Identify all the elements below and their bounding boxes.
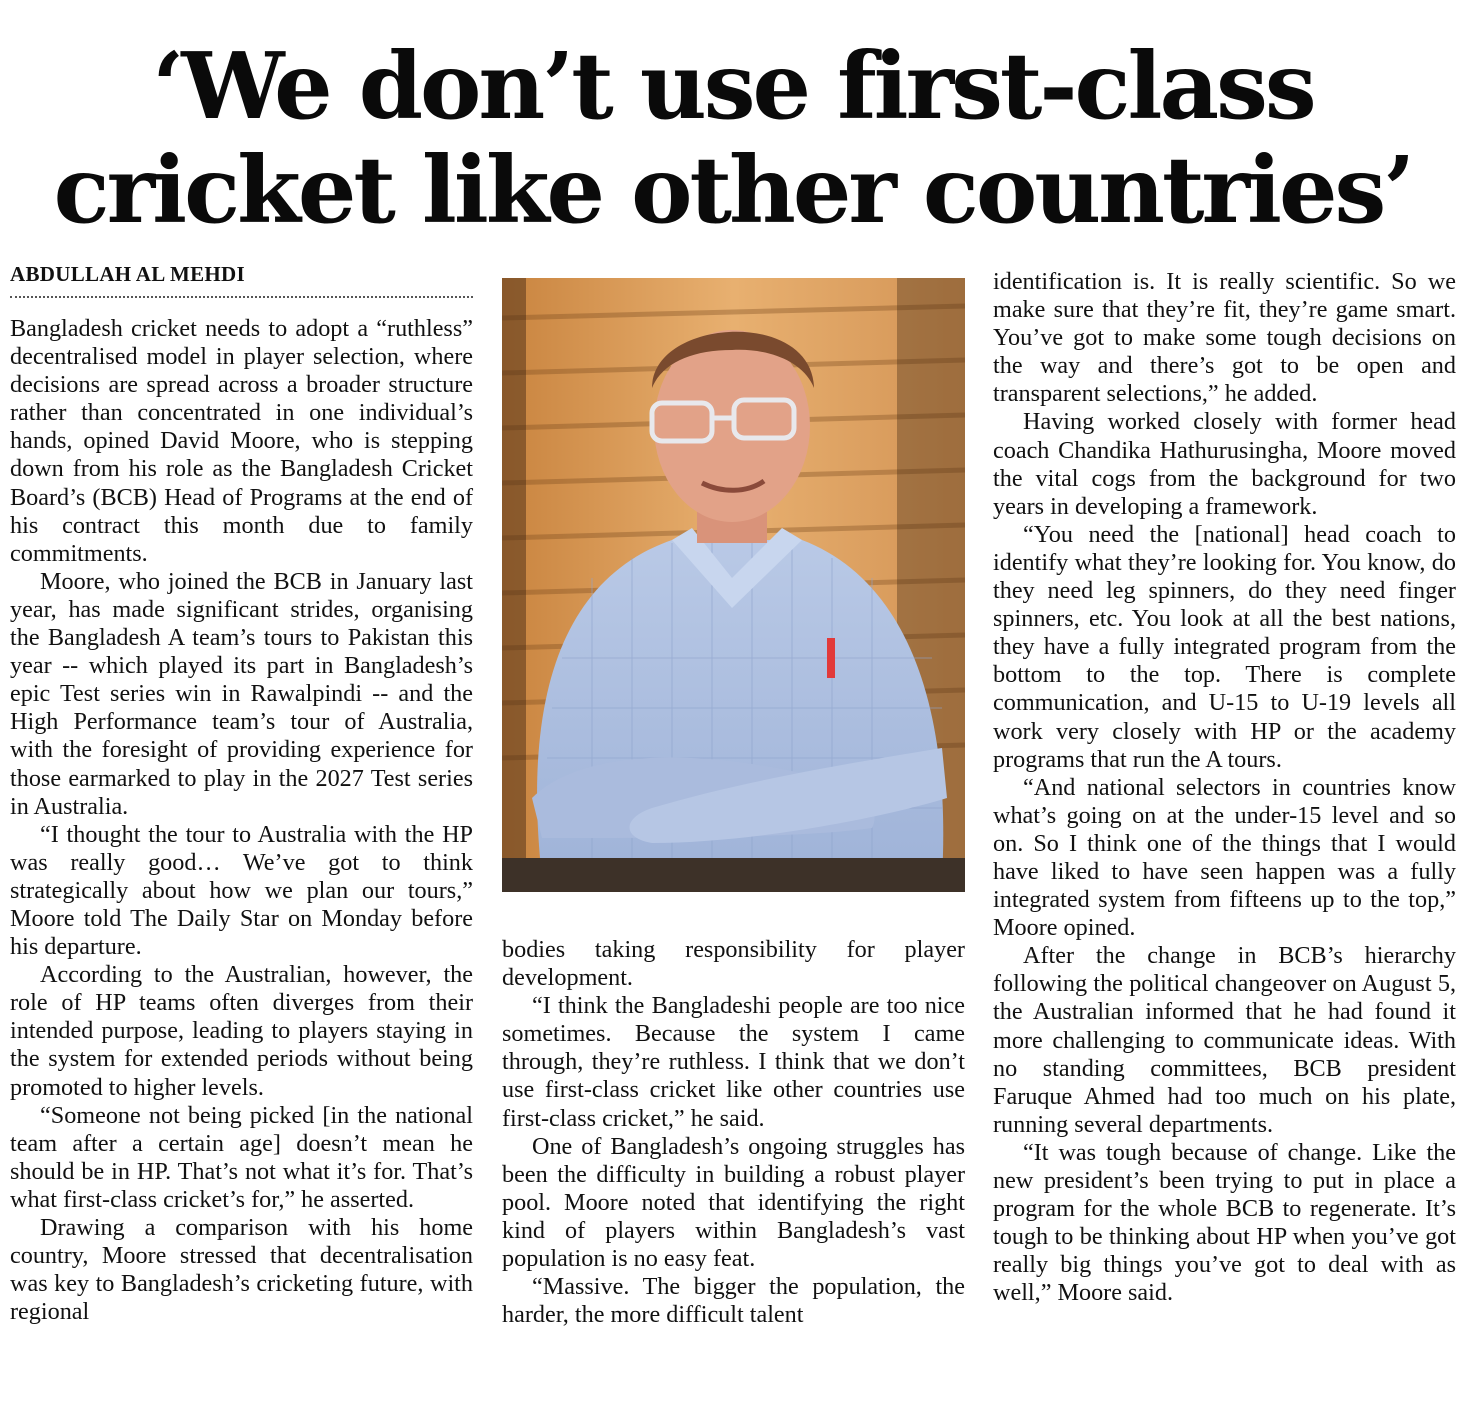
byline: ABDULLAH AL MEHDI	[10, 262, 473, 298]
paragraph: “I think the Bangladeshi people are too nice sometimes. Because the system I came through, they’re ruthless. I think that we don’t use first-class cricket like other countries use first-class cricket,” he said.	[502, 992, 965, 1132]
article-column-3	[993, 268, 1456, 1408]
portrait-illustration	[502, 278, 965, 892]
headline	[0, 34, 1466, 242]
paragraph: One of Bangladesh’s ongoing struggles has been the difficulty in building a robust player pool. Moore noted that identifying the right kind of players within Bangladesh’s vast population is no easy feat.	[502, 1132, 965, 1273]
paragraph: Having worked closely with former head coach Chandika Hathurusingha, Moore moved the vital cogs from the background for two years in developing a framework.	[993, 408, 1456, 520]
paragraph: bodies taking responsibility for player development.	[502, 936, 965, 992]
portrait-photo	[502, 278, 965, 892]
paragraph: After the change in BCB’s hierarchy following the political changeover on August 5, the Australian informed that he had found it more challenging to communicate ideas. With no standing committees, BCB president Faruque Ahmed had too much on his plate, running several departments.	[993, 942, 1456, 1138]
paragraph: identification is. It is really scientific. So we make sure that they’re fit, they’re game smart. You’ve got to make some tough decisions on the way and there’s got to be open and transparent selections,” he added.	[993, 268, 1456, 408]
paragraph: “You need the [national] head coach to identify what they’re looking for. You know, do they need leg spinners, do they need finger spinners, etc. You look at all the best nations, they have a fully integrated program from the bottom to the top. There is complete communication, and U-15 to U-19 levels all work very closely with HP or the academy programs that run the A tours.	[993, 520, 1456, 773]
paragraph: “It was tough because of change. Like the new president’s been trying to put in place a program for the whole BCB to regenerate. It’s tough to be thinking about HP when you’ve got really big things you’ve got to deal with as well,” Moore said.	[993, 1138, 1456, 1307]
paragraph: Drawing a comparison with his home country, Moore stressed that decentralisation was key to Bangladesh’s cricketing future, with regional	[10, 1214, 473, 1326]
paragraph: According to the Australian, however, the role of HP teams often diverges from their intended purpose, leading to players staying in the system for extended periods without being promoted to higher levels.	[10, 961, 473, 1101]
article-column-1	[10, 315, 473, 1415]
paragraph: “And national selectors in countries know what’s going on at the under-15 level and so on. So I think one of the things that I would have liked to have seen happen was a fully integrated system from fifteens up to the top,” Moore opined.	[993, 773, 1456, 942]
paragraph: Bangladesh cricket needs to adopt a “ruthless” decentralised model in player selection, where decisions are spread across a broader structure rather than concentrated in one individual’s hands, opined David Moore, who is stepping down from his role as the Bangladesh Cricket Board’s (BCB) Head of Programs at the end of his contract this month due to family commitments.	[10, 315, 473, 567]
paragraph: “Massive. The bigger the population, the harder, the more difficult talent	[502, 1273, 965, 1329]
headline-line-2: cricket like other countries’	[53, 136, 1413, 244]
headline-line-1: ‘We don’t use first-class	[152, 32, 1314, 140]
article-column-2	[502, 936, 965, 1406]
paragraph: “I thought the tour to Australia with the HP was really good… We’ve got to think strategically about how we plan our tours,” Moore told The Daily Star on Monday before his departure.	[10, 820, 473, 961]
paragraph: “Someone not being picked [in the national team after a certain age] doesn’t mean he should be in HP. That’s not what it’s for. That’s what first-class cricket’s for,” he asserted.	[10, 1101, 473, 1213]
paragraph: Moore, who joined the BCB in January last year, has made significant strides, organising the Bangladesh A team’s tours to Pakistan this year -- which played its part in Bangladesh’s epic Test series win in Rawalpindi -- and the High Performance team’s tour of Australia, with the foresight of providing experience for those earmarked to play in the 2027 Test series in Australia.	[10, 567, 473, 820]
